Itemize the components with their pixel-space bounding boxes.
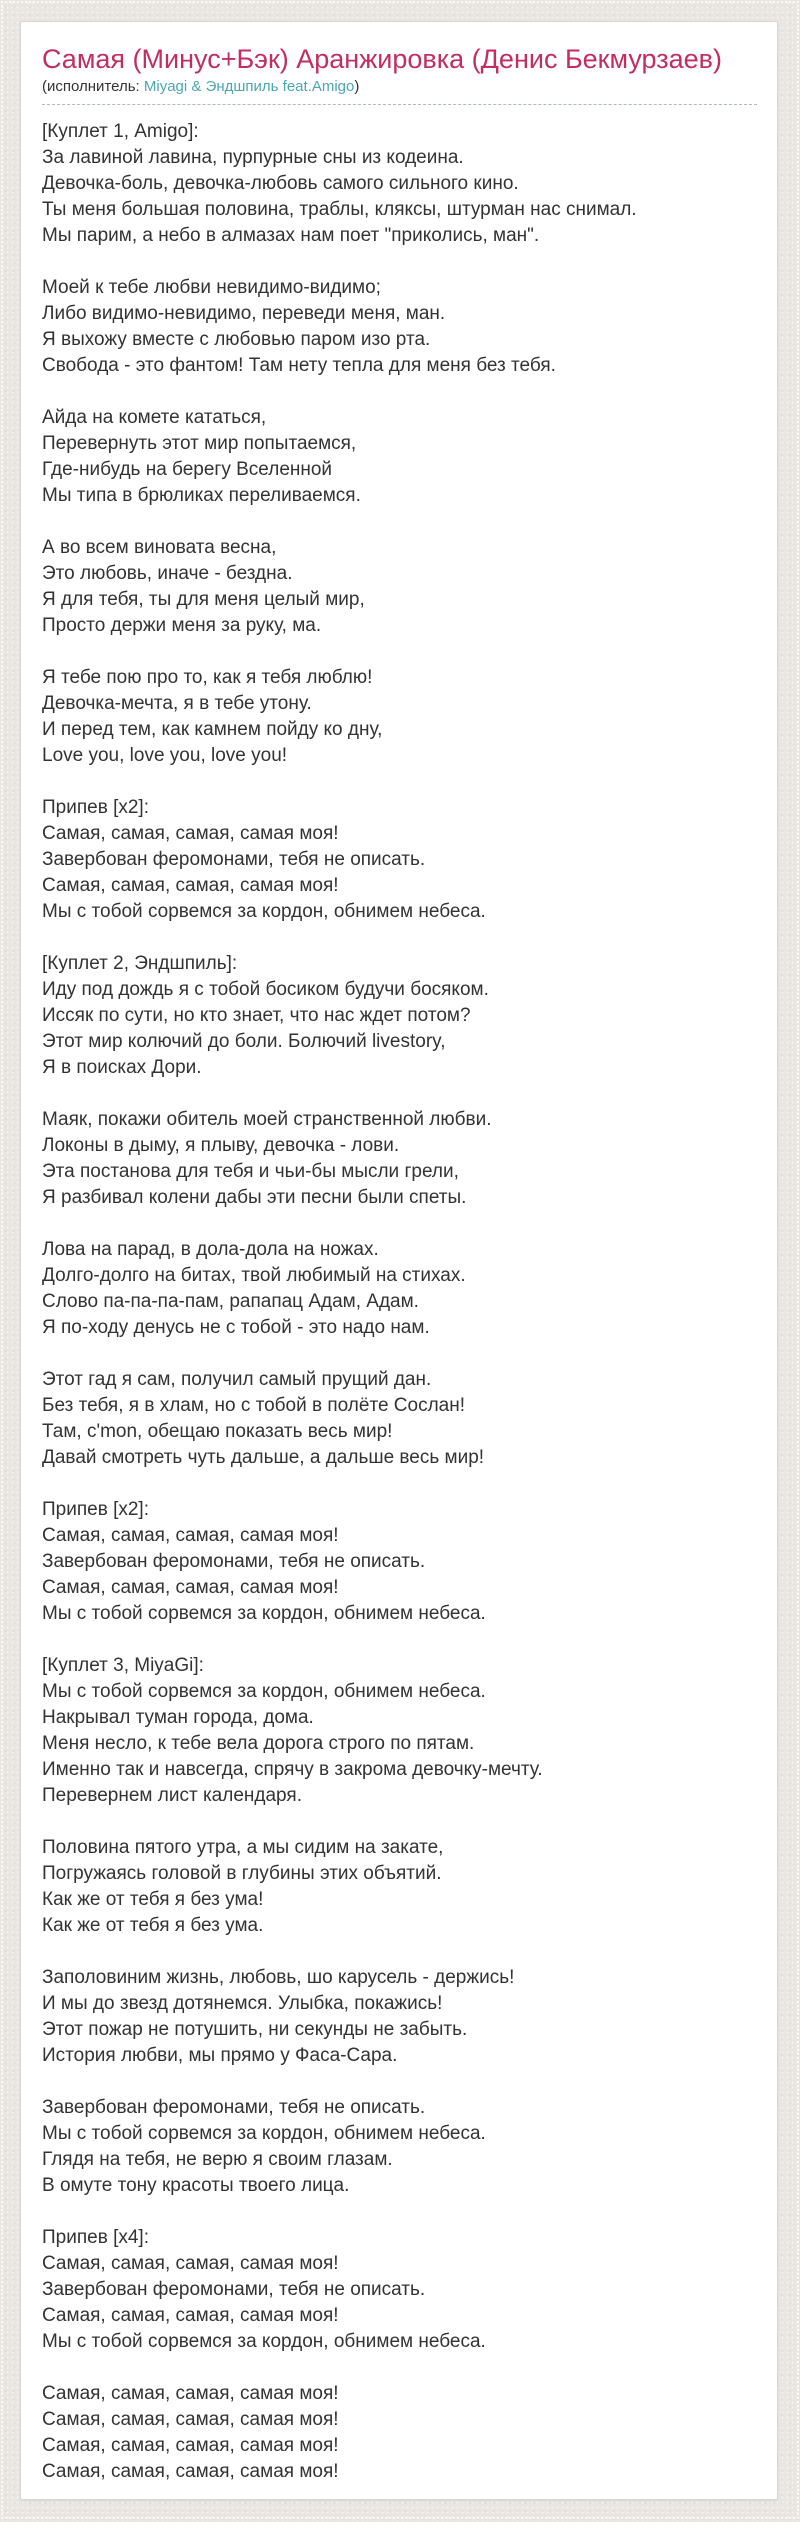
lyric-stanza bbox=[42, 1107, 757, 1211]
lyric-line: Самая, самая, самая, самая моя! bbox=[42, 2409, 339, 2431]
lyric-line: Где-нибудь на берегу Вселенной bbox=[42, 459, 333, 481]
lyric-line: [Куплет 1, Amigo]: bbox=[42, 121, 199, 143]
page-title: Самая (Минус+Бэк) Аранжировка (Денис Бекмурзаев) bbox=[42, 44, 723, 74]
lyrics-text bbox=[42, 119, 757, 2485]
lyric-line: Перевернуть этот мир попытаемся, bbox=[42, 433, 357, 455]
lyric-stanza bbox=[42, 1965, 757, 2069]
lyric-stanza bbox=[42, 119, 757, 249]
lyric-line: Иссяк по сути, но кто знает, что нас ждет потом? bbox=[42, 1005, 471, 1027]
lyric-line: И перед тем, как камнем пойду ко дну, bbox=[42, 719, 383, 741]
lyric-stanza bbox=[42, 2095, 757, 2199]
lyric-line: Я в поисках Дори. bbox=[42, 1057, 202, 1079]
lyric-line: Мы с тобой сорвемся за кордон, обнимем небеса. bbox=[42, 2331, 486, 2353]
lyric-line: Заполовиним жизнь, любовь, шо карусель - держись! bbox=[42, 1967, 515, 1989]
lyric-stanza bbox=[42, 2225, 757, 2355]
lyric-line: Мы с тобой сорвемся за кордон, обнимем небеса. bbox=[42, 901, 486, 923]
lyric-line: Ты меня большая половина, траблы, кляксы, штурман нас снимал. bbox=[42, 199, 637, 221]
lyric-stanza bbox=[42, 405, 757, 509]
lyric-line: Локоны в дыму, я плыву, девочка - лови. bbox=[42, 1135, 400, 1157]
lyric-stanza bbox=[42, 1835, 757, 1939]
lyric-line: Именно так и навсегда, спрячу в закрома девочку-мечту. bbox=[42, 1759, 543, 1781]
lyric-line: Иду под дождь я с тобой босиком будучи босяком. bbox=[42, 979, 489, 1001]
lyric-line: Глядя на тебя, не верю я своим глазам. bbox=[42, 2149, 393, 2171]
lyric-stanza bbox=[42, 1653, 757, 1809]
lyric-line: Самая, самая, самая, самая моя! bbox=[42, 1577, 339, 1599]
lyric-line: Там, c'mon, обещаю показать весь мир! bbox=[42, 1421, 393, 1443]
lyric-line: Мы с тобой сорвемся за кордон, обнимем небеса. bbox=[42, 1681, 486, 1703]
lyric-line: Мы парим, а небо в алмазах нам поет "приколись, ман". bbox=[42, 225, 540, 247]
lyric-line: Я тебе пою про то, как я тебя люблю! bbox=[42, 667, 373, 689]
lyric-line: Половина пятого утра, а мы сидим на закате, bbox=[42, 1837, 444, 1859]
lyric-line: Давай смотреть чуть дальше, а дальше весь мир! bbox=[42, 1447, 485, 1469]
lyric-line: Айда на комете кататься, bbox=[42, 407, 267, 429]
lyric-stanza bbox=[42, 951, 757, 1081]
lyric-stanza bbox=[42, 275, 757, 379]
lyric-line: Накрывал туман города, дома. bbox=[42, 1707, 314, 1729]
lyric-stanza bbox=[42, 1237, 757, 1341]
lyric-line: И мы до звезд дотянемся. Улыбка, покажись! bbox=[42, 1993, 443, 2015]
lyric-line: Девочка-мечта, я в тебе утону. bbox=[42, 693, 312, 715]
lyric-line: Маяк, покажи обитель моей странственной любви. bbox=[42, 1109, 492, 1131]
lyric-line: Мы с тобой сорвемся за кордон, обнимем небеса. bbox=[42, 2123, 486, 2145]
lyric-line: Меня несло, к тебе вела дорога строго по пятам. bbox=[42, 1733, 475, 1755]
lyric-line: Припев [x2]: bbox=[42, 1499, 149, 1521]
lyric-line: Я по-ходу денусь не с тобой - это надо нам. bbox=[42, 1317, 430, 1339]
lyric-line: Мы типа в брюликах переливаемся. bbox=[42, 485, 361, 507]
artist-label: (исполнитель: bbox=[42, 78, 140, 96]
lyric-line: Самая, самая, самая, самая моя! bbox=[42, 875, 339, 897]
lyric-line: Слово па-па-па-пам, рапапац Адам, Адам. bbox=[42, 1291, 419, 1313]
artist-line bbox=[42, 78, 757, 96]
lyric-line: Мы с тобой сорвемся за кордон, обнимем небеса. bbox=[42, 1603, 486, 1625]
lyric-line: Самая, самая, самая, самая моя! bbox=[42, 2383, 339, 2405]
lyric-line: Как же от тебя я без ума. bbox=[42, 1915, 264, 1937]
lyric-line: Либо видимо-невидимо, переведи меня, ман. bbox=[42, 303, 446, 325]
lyric-line: Самая, самая, самая, самая моя! bbox=[42, 1525, 339, 1547]
lyric-stanza bbox=[42, 535, 757, 639]
artist-link[interactable]: Miyagi & Эндшпиль feat.Amigo bbox=[143, 78, 355, 96]
lyric-line: Love you, love you, love you! bbox=[42, 745, 288, 767]
lyric-line: Девочка-боль, девочка-любовь самого сильного кино. bbox=[42, 173, 519, 195]
lyric-line: Я выхожу вместе с любовью паром изо рта. bbox=[42, 329, 431, 351]
lyric-line: Самая, самая, самая, самая моя! bbox=[42, 2461, 339, 2483]
lyric-stanza bbox=[42, 795, 757, 925]
lyric-line: Самая, самая, самая, самая моя! bbox=[42, 2305, 339, 2327]
lyric-line: Завербован феромонами, тебя не описать. bbox=[42, 849, 426, 871]
lyric-line: Перевернем лист календаря. bbox=[42, 1785, 302, 1807]
lyric-stanza bbox=[42, 2381, 757, 2485]
lyric-line: В омуте тону красоты твоего лица. bbox=[42, 2175, 350, 2197]
lyric-line: Самая, самая, самая, самая моя! bbox=[42, 2253, 339, 2275]
artist-suffix: ) bbox=[354, 78, 360, 96]
lyric-line: Свобода - это фантом! Там нету тепла для меня без тебя. bbox=[42, 355, 556, 377]
lyric-line: Припев [x4]: bbox=[42, 2227, 149, 2249]
lyric-line: Моей к тебе любви невидимо-видимо; bbox=[42, 277, 381, 299]
lyric-line: Припев [x2]: bbox=[42, 797, 149, 819]
lyric-line: Лова на парад, в дола-дола на ножах. bbox=[42, 1239, 379, 1261]
lyric-line: Этот гад я сам, получил самый прущий дан. bbox=[42, 1369, 432, 1391]
lyrics-card bbox=[20, 21, 778, 2500]
lyric-line: Просто держи меня за руку, ма. bbox=[42, 615, 322, 637]
lyric-line: Погружаясь головой в глубины этих объятий. bbox=[42, 1863, 442, 1885]
lyric-line: Это любовь, иначе - бездна. bbox=[42, 563, 293, 585]
lyric-line: [Куплет 2, Эндшпиль]: bbox=[42, 953, 238, 975]
lyric-stanza bbox=[42, 1367, 757, 1471]
lyric-line: История любви, мы прямо у Фаса-Сара. bbox=[42, 2045, 398, 2067]
lyric-line: Завербован феромонами, тебя не описать. bbox=[42, 2097, 426, 2119]
lyric-line: Без тебя, я в хлам, но с тобой в полёте Сослан! bbox=[42, 1395, 466, 1417]
lyric-line: [Куплет 3, MiyaGi]: bbox=[42, 1655, 204, 1677]
lyric-line: Долго-долго на битах, твой любимый на стихах. bbox=[42, 1265, 466, 1287]
lyric-line: Я разбивал колени дабы эти песни были спеты. bbox=[42, 1187, 467, 1209]
lyric-line: Завербован феромонами, тебя не описать. bbox=[42, 1551, 426, 1573]
header-divider bbox=[42, 104, 757, 105]
lyric-line: Эта постанова для тебя и чьи-бы мысли грели, bbox=[42, 1161, 459, 1183]
lyric-stanza bbox=[42, 1497, 757, 1627]
lyric-line: Завербован феромонами, тебя не описать. bbox=[42, 2279, 426, 2301]
lyric-line: Этот мир колючий до боли. Болючий livestory, bbox=[42, 1031, 446, 1053]
lyric-line: Я для тебя, ты для меня целый мир, bbox=[42, 589, 365, 611]
lyric-line: Самая, самая, самая, самая моя! bbox=[42, 2435, 339, 2457]
lyric-line: Этот пожар не потушить, ни секунды не забыть. bbox=[42, 2019, 468, 2041]
lyric-line: Как же от тебя я без ума! bbox=[42, 1889, 264, 1911]
lyric-stanza bbox=[42, 665, 757, 769]
lyric-line: Самая, самая, самая, самая моя! bbox=[42, 823, 339, 845]
lyric-line: За лавиной лавина, пурпурные сны из кодеина. bbox=[42, 147, 464, 169]
lyric-line: А во всем виновата весна, bbox=[42, 537, 277, 559]
